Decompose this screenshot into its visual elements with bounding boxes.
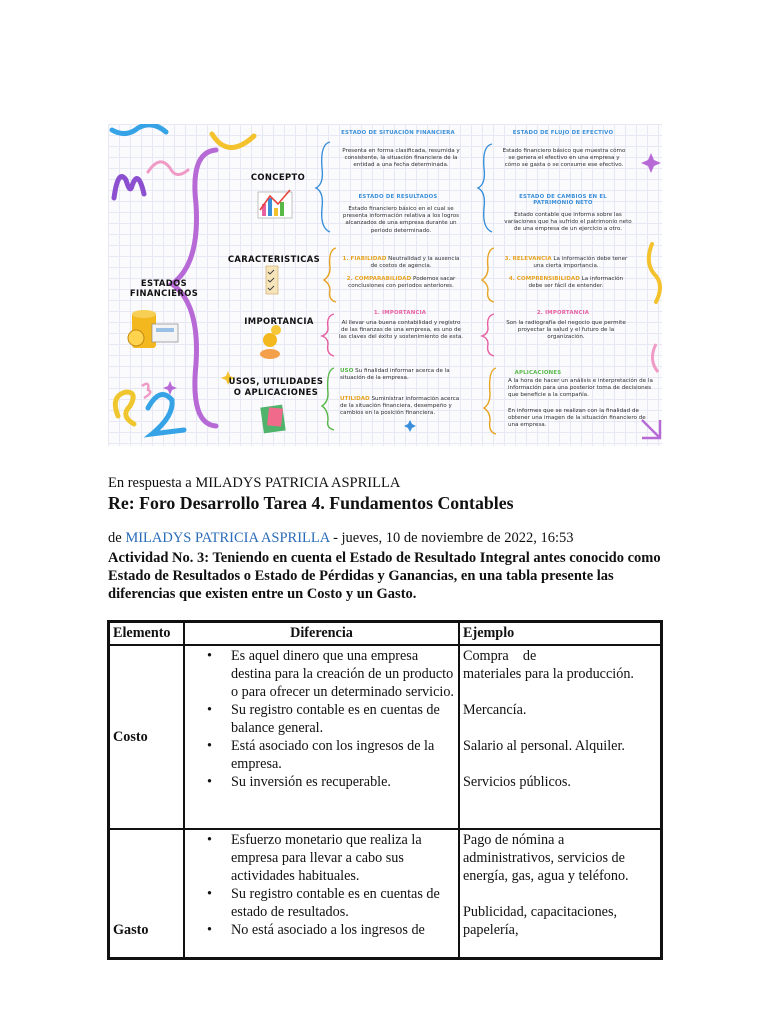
bullet: • — [207, 886, 212, 902]
post-by: de — [108, 530, 126, 546]
gasto-diff-1: Esfuerzo monetario que realiza la empresa para llevar a cabo sus actividades habituales. — [231, 832, 422, 884]
utilidad-desc: Suministrar información acerca de la situación financiera, desempeño y cambios en la posición financiera. — [340, 396, 460, 417]
bullet: • — [207, 832, 212, 848]
car4-keyword: 4. COMPRENSIBILIDAD — [508, 276, 580, 282]
importancia1-text: Al llevar una buena contabilidad y registro de las finanzas de una empresa, es uno de las claves del éxito y sostenimiento de esta. — [338, 320, 464, 341]
costo-diff-4: Su inversión es recuperable. — [231, 774, 391, 790]
car2-text — [340, 276, 462, 290]
gasto-differences — [184, 829, 459, 958]
list-item — [207, 885, 455, 921]
costo-diff-3: Está asociado con los ingresos de la empresa. — [231, 738, 435, 772]
car2-desc: Podemos sacar conclusiones con periodos anteriores. — [348, 276, 456, 290]
costo-example-4: Salario al personal. Alquiler. — [463, 738, 625, 754]
costo-example-2: materiales para la producción. — [463, 666, 634, 682]
section-caracteristicas: CARACTERISTICAS — [227, 254, 321, 264]
importancia2-title: 2. IMPORTANCIA — [536, 310, 590, 316]
importancia1-title: 1. IMPORTANCIA — [373, 310, 427, 316]
author-link[interactable]: MILADYS PATRICIA ASPRILLA — [125, 530, 330, 546]
uso-desc: Su finalidad informar acerca de la situación de la empresa. — [340, 368, 450, 382]
header-ejemplo: Ejemplo — [459, 622, 661, 645]
bullet: • — [207, 702, 212, 718]
importancia2-text: Son la radiografía del negocio que permite proyectar la salud y el futuro de la organización. — [506, 320, 626, 341]
list-item — [207, 921, 455, 939]
cambios-title: ESTADO DE CAMBIOS EN EL PATRIMONIO NETO — [519, 194, 607, 206]
gasto-diff-2: Su registro contable es en cuentas de estado de resultados. — [231, 886, 440, 920]
cambios-text: Estado contable que informa sobre las variaciones que ha sufrido el patrimonio neto de una empresa de un ejercicio a otro. — [504, 212, 632, 233]
aplicaciones-text-2: En informes que se realizan con la finalidad de obtener una imagen de la situación financiero de una empresa. — [508, 408, 646, 429]
costo-differences — [184, 645, 459, 829]
car3-text — [502, 256, 630, 270]
section-importancia: IMPORTANCIA — [244, 316, 314, 326]
table-header-row — [109, 622, 661, 645]
costo-examples — [459, 645, 661, 829]
table-row-gasto — [109, 829, 661, 958]
list-item — [207, 647, 455, 701]
list-item — [207, 737, 455, 773]
aplicaciones-title: APLICACIONES — [514, 370, 562, 376]
utilidad-keyword: UTILIDAD — [340, 396, 370, 402]
situacion-title: ESTADO DE SITUACIÓN FINANCIERA — [341, 130, 455, 136]
list-item — [207, 831, 455, 885]
flujo-title: ESTADO DE FLUJO DE EFECTIVO — [512, 130, 614, 136]
post-meta — [108, 530, 573, 547]
gasto-examples — [459, 829, 661, 958]
table-row-costo — [109, 645, 661, 829]
costo-label: Costo — [109, 645, 184, 829]
bullet: • — [207, 648, 212, 664]
list-item — [207, 773, 455, 791]
situacion-text: Presenta en forma clasificada, resumida y consistente, la situación financiera de la entidad a una fecha determinada. — [342, 148, 460, 169]
cost-vs-expense-table — [107, 620, 663, 960]
car1-desc: Neutralidad y la ausencia de costos de agencia. — [370, 256, 460, 270]
car3-desc: La información debe tener una cierta importancia. — [533, 256, 628, 270]
aplicaciones-text-1: A la hora de hacer un análisis e interpretación de la información para una posterior toma de decisiones que beneficie a la compañía. — [508, 378, 653, 399]
financial-statements-infographic — [108, 124, 662, 446]
reply-to-line: En respuesta a MILADYS PATRICIA ASPRILLA — [108, 475, 401, 491]
gasto-example-2: Publicidad, capacitaciones, papelería, — [463, 904, 618, 938]
car3-keyword: 3. RELEVANCIA — [504, 256, 552, 262]
costo-example-3: Mercancía. — [463, 702, 527, 718]
list-item — [207, 701, 455, 737]
section-concepto: CONCEPTO — [250, 172, 306, 182]
car2-keyword: 2. COMPARABILIDAD — [346, 276, 412, 282]
header-diferencia: Diferencia — [184, 622, 459, 645]
bullet: • — [207, 774, 212, 790]
activity-statement: Actividad No. 3: Teniendo en cuenta el Estado de Resultado Integral antes conocido como Estado de Resultados o Estado de Pérdidas y Ganancias, en una tabla presente las diferencias que existen entre un Costo y un Gasto. — [108, 550, 661, 602]
costo-diff-2: Su registro contable es en cuentas de balance general. — [231, 702, 440, 736]
resultados-title: ESTADO DE RESULTADOS — [358, 194, 438, 200]
post-date: - jueves, 10 de noviembre de 2022, 16:53 — [329, 530, 574, 546]
header-elemento: Elemento — [109, 622, 184, 645]
infographic-main-title: ESTADOS FINANCIEROS — [129, 278, 199, 298]
gasto-example-1: Pago de nómina a administrativos, servicios de energía, gas, agua y teléfono. — [463, 832, 629, 884]
car4-desc: La información debe ser fácil de entender. — [528, 276, 624, 290]
costo-example-5: Servicios públicos. — [463, 774, 571, 790]
bullet: • — [207, 738, 212, 754]
costo-example-1: Compra de — [463, 648, 537, 664]
resultados-text: Estado financiero básico en el cual se presenta información relativa a los logros alcanzados de una empresa durante un periodo determinado. — [342, 206, 460, 234]
car1-text — [340, 256, 462, 270]
uso-keyword: USO — [340, 368, 354, 374]
section-usos: USOS, UTILIDADES O APLICACIONES — [228, 376, 324, 397]
flujo-text: Estado financiero básico que muestra cómo se genera el efectivo en una empresa y cómo se gasta o se consume ese efectivo. — [502, 148, 626, 169]
car1-keyword: 1. FIABILIDAD — [342, 256, 387, 262]
costo-diff-1: Es aquel dinero que una empresa destina para la creación de un producto o para ofrecer un determinado servicio. — [231, 648, 454, 700]
gasto-label: Gasto — [109, 829, 184, 958]
bullet: • — [207, 922, 212, 938]
post-title: Re: Foro Desarrollo Tarea 4. Fundamentos Contables — [108, 493, 514, 513]
gasto-diff-3: No está asociado a los ingresos de — [231, 922, 425, 938]
uso-text — [340, 368, 462, 382]
car4-text — [502, 276, 630, 290]
utilidad-text — [340, 396, 462, 418]
